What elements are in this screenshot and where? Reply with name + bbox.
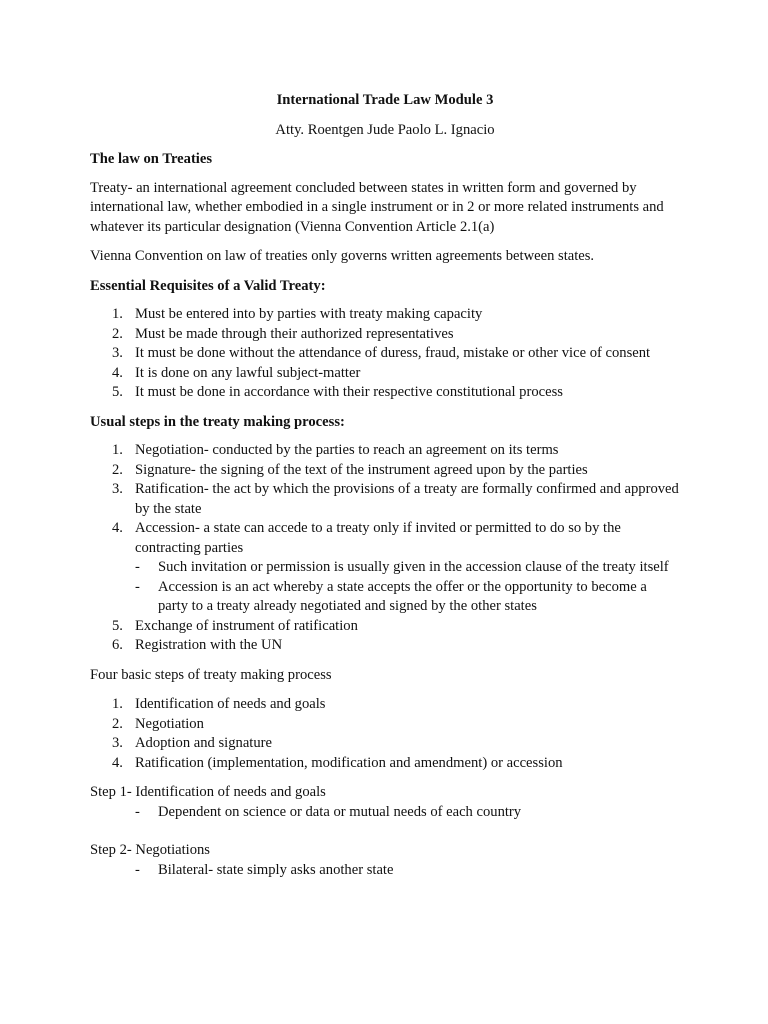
step2-heading: Step 2- Negotiations xyxy=(90,842,210,858)
sublist-item xyxy=(90,803,680,823)
section-heading-usual-steps: Usual steps in the treaty making process: xyxy=(90,413,345,430)
list-item xyxy=(90,364,680,384)
list-item xyxy=(90,636,680,656)
list-item xyxy=(90,344,680,364)
section-heading-law-on-treaties: The law on Treaties xyxy=(90,151,213,167)
list-item-text: Negotiation xyxy=(135,715,204,732)
step2-block xyxy=(90,841,680,880)
list-item xyxy=(90,734,680,754)
treaty-definition-paragraph: Treaty- an international agreement concluded between states in written form and governed by international law, whether embodied in a single instrument or in 2 or more related instruments and whatever its particular designation (Vienna Convention Article 2.1(a) xyxy=(90,179,664,235)
treaty-steps-list xyxy=(90,441,680,656)
step1-heading: Step 1- Identification of needs and goals xyxy=(90,784,326,800)
sublist-item xyxy=(135,578,680,617)
list-item xyxy=(90,383,680,403)
list-item xyxy=(90,305,680,325)
list-number: 5. xyxy=(112,384,123,400)
list-item xyxy=(90,480,680,519)
four-steps-list xyxy=(90,695,680,773)
four-basic-steps-heading: Four basic steps of treaty making process xyxy=(90,666,332,683)
list-number: 1. xyxy=(112,442,123,458)
list-item-text: Accession- a state can accede to a treaty only if invited or permitted to do so by the contracting parties xyxy=(135,520,621,556)
vienna-convention-paragraph: Vienna Convention on law of treaties only governs written agreements between states. xyxy=(90,248,595,264)
list-number: 1. xyxy=(112,696,123,712)
dash-bullet: - xyxy=(135,803,140,820)
list-item xyxy=(90,461,680,481)
list-number: 4. xyxy=(112,364,123,381)
list-item xyxy=(90,715,680,735)
step1-sublist xyxy=(90,803,680,823)
list-number: 4. xyxy=(112,520,123,536)
document-body xyxy=(90,91,680,880)
list-item-text: Adoption and signature xyxy=(135,735,272,751)
list-item-text: Signature- the signing of the text of the instrument agreed upon by the parties xyxy=(135,461,588,478)
sublist-item-text: Accession is an act whereby a state accepts the offer or the opportunity to become a party to a treaty already negotiated and signed by the other states xyxy=(158,578,647,614)
document-author: Atty. Roentgen Jude Paolo L. Ignacio xyxy=(275,121,495,138)
list-number: 2. xyxy=(112,715,123,732)
list-number: 3. xyxy=(112,735,123,751)
list-number: 1. xyxy=(112,306,123,322)
list-item xyxy=(90,695,680,715)
list-item xyxy=(90,325,680,345)
list-item xyxy=(90,754,680,774)
step2-sublist xyxy=(90,861,680,881)
list-number: 6. xyxy=(112,637,123,653)
list-item-text: Must be made through their authorized representatives xyxy=(135,325,454,342)
sublist-item-text: Bilateral- state simply asks another state xyxy=(158,861,394,878)
dash-bullet: - xyxy=(135,578,140,595)
list-number: 2. xyxy=(112,325,123,342)
list-item-text: It is done on any lawful subject-matter xyxy=(135,364,361,381)
sublist-item-text: Dependent on science or data or mutual needs of each country xyxy=(158,803,522,820)
list-number: 3. xyxy=(112,345,123,361)
list-item xyxy=(90,617,680,637)
list-item-text: Exchange of instrument of ratification xyxy=(135,617,358,634)
list-item xyxy=(90,441,680,461)
sublist-item xyxy=(90,861,680,881)
list-number: 2. xyxy=(112,461,123,478)
step1-block xyxy=(90,783,680,822)
list-item-text: Registration with the UN xyxy=(135,637,283,653)
list-item-text: Ratification (implementation, modification and amendment) or accession xyxy=(135,754,563,771)
list-item-text: Ratification- the act by which the provisions of a treaty are formally confirmed and approved by the state xyxy=(135,481,679,517)
dash-bullet: - xyxy=(135,559,140,575)
list-item-text: It must be done without the attendance of duress, fraud, mistake or other vice of consent xyxy=(135,345,651,361)
list-item-text: It must be done in accordance with their respective constitutional process xyxy=(135,384,563,400)
section-heading-essential-requisites: Essential Requisites of a Valid Treaty: xyxy=(90,277,326,294)
sublist-item-text: Such invitation or permission is usually given in the accession clause of the treaty itself xyxy=(158,559,669,575)
list-item-text: Must be entered into by parties with treaty making capacity xyxy=(135,306,483,322)
dash-bullet: - xyxy=(135,861,140,878)
requisites-list xyxy=(90,305,680,403)
accession-sublist xyxy=(135,558,680,617)
list-item xyxy=(90,519,680,617)
list-item-text: Negotiation- conducted by the parties to reach an agreement on its terms xyxy=(135,442,559,458)
list-item-text: Identification of needs and goals xyxy=(135,696,326,712)
sublist-item xyxy=(135,558,680,578)
list-number: 5. xyxy=(112,617,123,634)
list-number: 4. xyxy=(112,754,123,771)
document-title: International Trade Law Module 3 xyxy=(276,92,494,108)
list-number: 3. xyxy=(112,481,123,497)
